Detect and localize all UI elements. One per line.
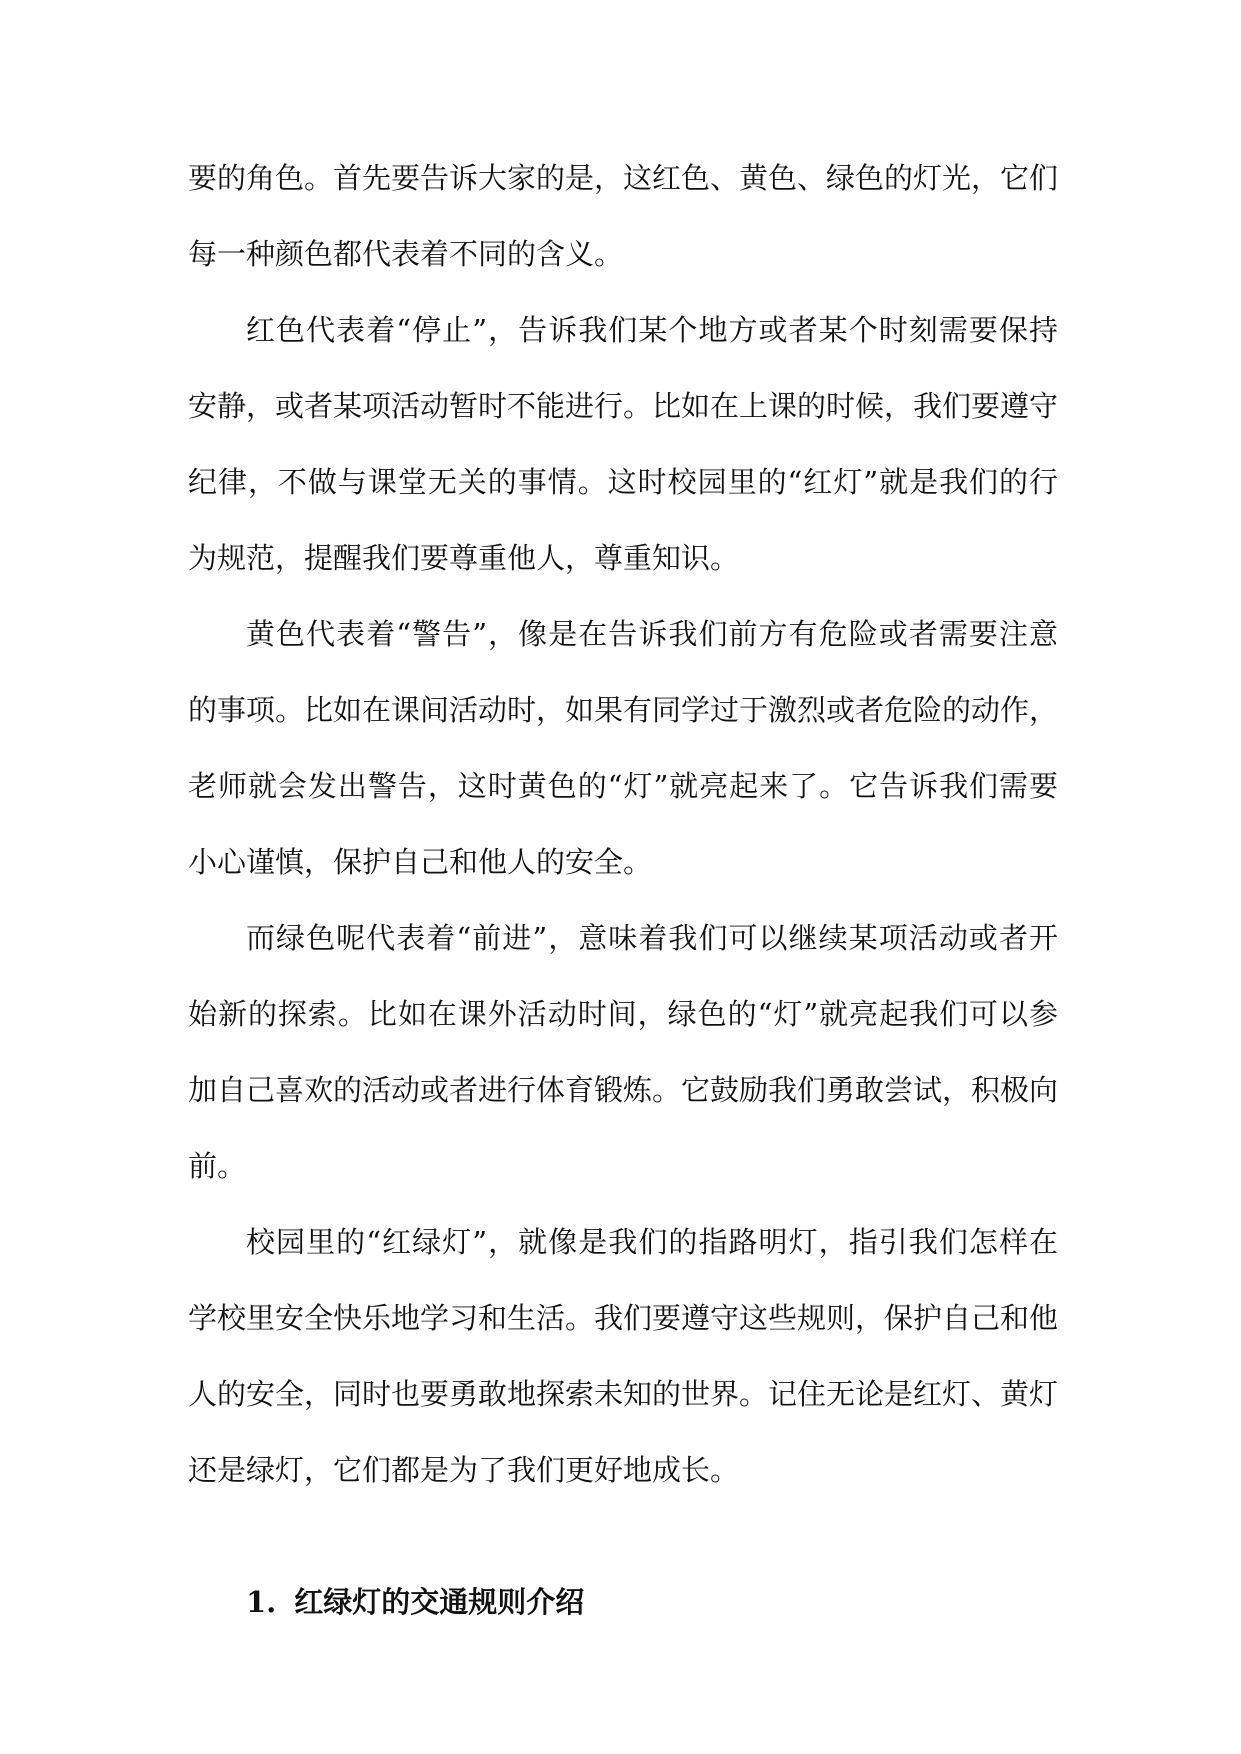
section-heading (188, 1564, 1058, 1640)
document-body (188, 140, 1058, 1640)
section-heading-number: 1. (246, 1585, 277, 1619)
paragraph-2: 红色代表着“停止”，告诉我们某个地方或者某个时刻需要保持安静，或者某项活动暂时不能进行。比如在上课的时候，我们要遵守纪律，不做与课堂无关的事情。这时校园里的“红灯”就是我们的行为规范，提醒我们要尊重他人，尊重知识。 (188, 313, 1059, 575)
paragraph-1: 要的角色。首先要告诉大家的是，这红色、黄色、绿色的灯光，它们每一种颜色都代表着不同的含义。 (188, 161, 1059, 271)
paragraph-4: 而绿色呢代表着“前进”，意味着我们可以继续某项活动或者开始新的探索。比如在课外活动时间，绿色的“灯”就亮起我们可以参加自己喜欢的活动或者进行体育锻炼。它鼓励我们勇敢尝试，积极向前。 (188, 921, 1059, 1183)
paragraph-3: 黄色代表着“警告”，像是在告诉我们前方有危险或者需要注意的事项。比如在课间活动时，如果有同学过于激烈或者危险的动作，老师就会发出警告，这时黄色的“灯”就亮起来了。它告诉我们需要小心谨慎，保护自己和他人的安全。 (188, 617, 1059, 879)
paragraph-5: 校园里的“红绿灯”，就像是我们的指路明灯，指引我们怎样在学校里安全快乐地学习和生活。我们要遵守这些规则，保护自己和他人的安全，同时也要勇敢地探索未知的世界。记住无论是红灯、黄灯还是绿灯，它们都是为了我们更好地成长。 (188, 1225, 1059, 1487)
section-heading-text: 红绿灯的交通规则介绍 (294, 1585, 585, 1619)
